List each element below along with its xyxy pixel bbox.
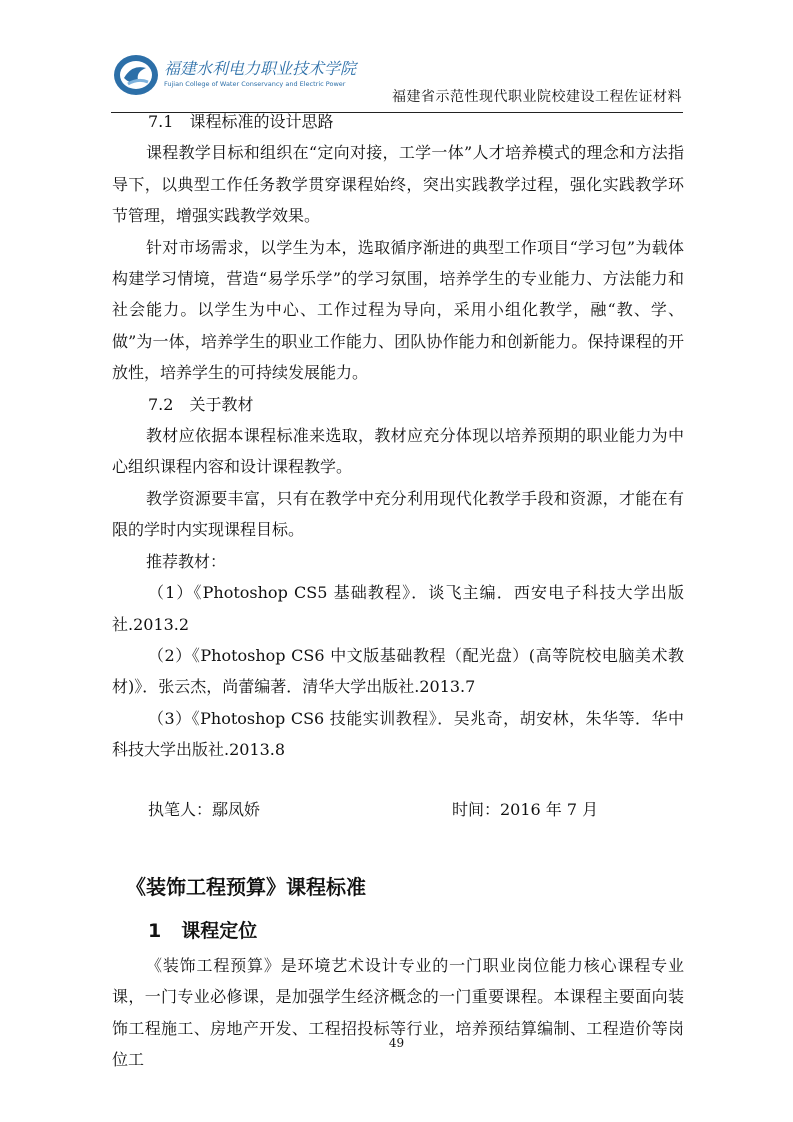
section-7-1-heading: 7.1 课程标准的设计思路 — [148, 112, 334, 131]
section-7-2-heading: 7.2 关于教材 — [148, 394, 254, 414]
author: 执笔人：鄢凤娇 — [148, 799, 261, 819]
paragraph: 课程教学目标和组织在“定向对接，工学一体”人才培养模式的理念和方法指导下，以典型工作任务教学贯穿课程始终，突出实践教学过程，强化实践教学环节管理，增强实践教学效果。 — [112, 143, 684, 226]
reference-item: （2）《Photoshop CS6 中文版基础教程（配光盘）(高等院校电脑美术教材)》．张云杰，尚蕾编著．清华大学出版社.2013.7 — [112, 645, 684, 697]
section-number: 1 — [148, 919, 162, 942]
page-number: 49 — [388, 1036, 405, 1050]
recommend-label: 推荐教材： — [146, 551, 227, 571]
date: 时间：2016 年 7 月 — [452, 799, 599, 819]
header-title: 福建省示范性现代职业院校建设工程佐证材料 — [392, 89, 682, 105]
section-title: 课程定位 — [181, 919, 258, 942]
paragraph: 针对市场需求，以学生为本，选取循序渐进的典型工作项目“学习包”为载体构建学习情境，营造“易学乐学”的学习氛围，培养学生的专业能力、方法能力和社会能力。以学生为中心、工作过程为导向，采用小组化教学，融“教、学、做”为一体，培养学生的职业工作能力、团队协作能力和创新能力。保持课程的开放性，培养学生的可持续发展能力。 — [112, 237, 684, 383]
logo-text-en: Fujian College of Water Conservancy and Electric Power — [164, 80, 346, 88]
reference-item: （3）《Photoshop CS6 技能实训教程》．吴兆奇，胡安林，朱华等．华中科技大学出版社.2013.8 — [112, 708, 684, 760]
college-emblem-icon — [112, 48, 412, 100]
reference-item: （1）《Photoshop CS5 基础教程》．谈飞主编．西安电子科技大学出版社.2013.2 — [112, 583, 684, 634]
page-body — [112, 106, 684, 1076]
signature-line — [112, 794, 684, 825]
college-logo — [112, 48, 412, 100]
section-1-heading — [112, 912, 684, 950]
paragraph: 教材应依据本课程标准来选取，教材应充分体现以培养预期的职业能力为中心组织课程内容和设计课程教学。 — [112, 426, 684, 477]
document-title: 《装饰工程预算》课程标准 — [126, 874, 366, 899]
logo-text-cn: 福建水利电力职业技术学院 — [164, 59, 357, 78]
paragraph: 教学资源要丰富，只有在教学中充分利用现代化教学手段和资源，才能在有限的学时内实现课程目标。 — [112, 488, 684, 540]
paragraph: 《装饰工程预算》是环境艺术设计专业的一门职业岗位能力核心课程专业课，一门专业必修课，是加强学生经济概念的一门重要课程。本课程主要面向装饰工程施工、房地产开发、工程招投标等行业，培养预结算编制、工程造价等岗位工 — [112, 955, 684, 1070]
